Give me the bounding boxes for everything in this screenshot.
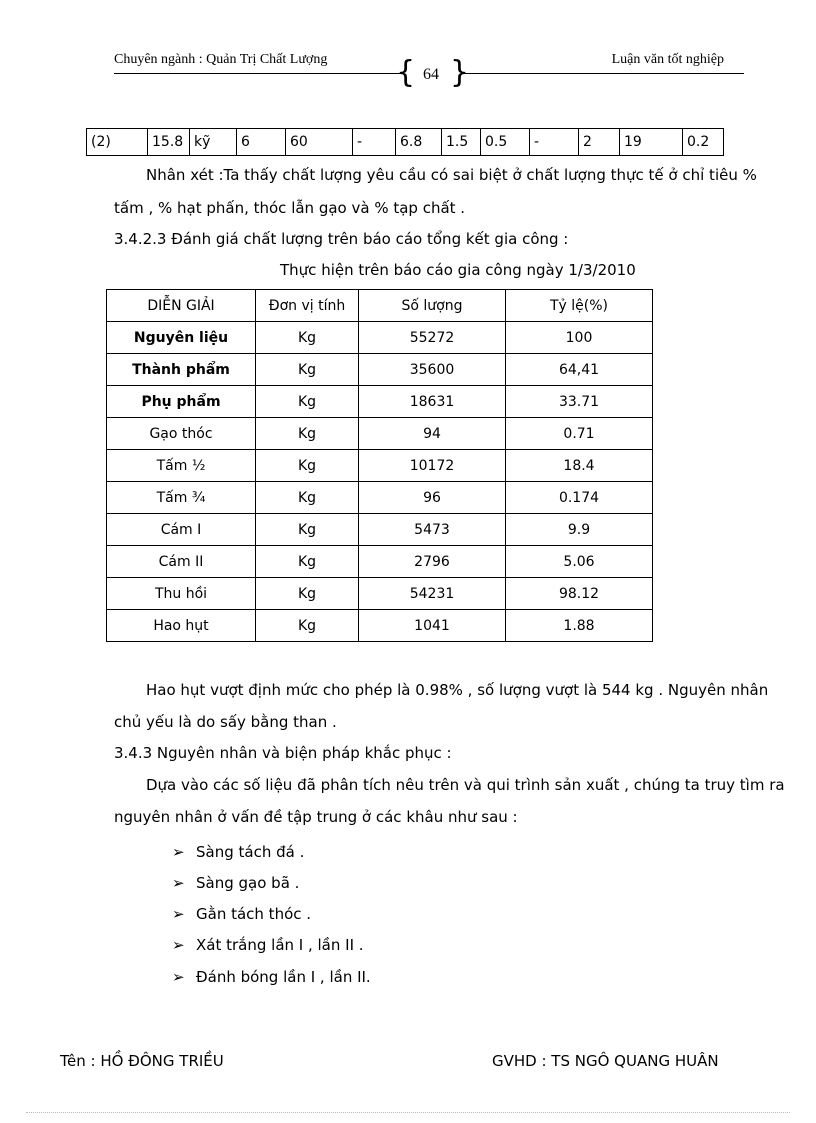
- row-quantity: 2796: [359, 546, 506, 578]
- row-unit: Kg: [256, 354, 359, 386]
- page-number: 64: [423, 66, 439, 83]
- row-unit: Kg: [256, 482, 359, 514]
- table-cell: 0.2: [683, 129, 724, 156]
- row-quantity: 10172: [359, 450, 506, 482]
- table-row: [107, 610, 653, 642]
- table-row: [107, 386, 653, 418]
- arrow-bullet-icon: ➢: [172, 843, 185, 861]
- row-label: Tấm ¾: [107, 482, 256, 514]
- list-item-text: Xát trắng lần I , lần II .: [196, 936, 364, 954]
- row-percent: 98.12: [506, 578, 653, 610]
- column-header: DIỄN GIẢI: [107, 290, 256, 322]
- list-item: [172, 905, 311, 923]
- table-row: [107, 578, 653, 610]
- row-quantity: 18631: [359, 386, 506, 418]
- table-row: [107, 418, 653, 450]
- row-percent: 1.88: [506, 610, 653, 642]
- right-brace-icon: }: [450, 55, 470, 90]
- table-cell: 6.8: [396, 129, 442, 156]
- row-quantity: 35600: [359, 354, 506, 386]
- page-bottom-rule: [26, 1112, 790, 1113]
- arrow-bullet-icon: ➢: [172, 874, 185, 892]
- row-quantity: 5473: [359, 514, 506, 546]
- row-percent: 33.71: [506, 386, 653, 418]
- list-item-text: Đánh bóng lần I , lần II.: [196, 968, 371, 986]
- left-brace-icon: {: [396, 55, 416, 90]
- loss-line-1: Hao hụt vượt định mức cho phép là 0.98% , số lượng vượt là 544 kg . Nguyên nhân: [146, 681, 769, 699]
- column-header: Tỷ lệ(%): [506, 290, 653, 322]
- processing-summary-table: [106, 289, 653, 642]
- table-cell: 6: [237, 129, 286, 156]
- remark-line-1: Nhân xét :Ta thấy chất lượng yêu cầu có sai biệt ở chất lượng thực tế ở chỉ tiêu %: [146, 166, 757, 184]
- arrow-bullet-icon: ➢: [172, 905, 185, 923]
- row-quantity: 1041: [359, 610, 506, 642]
- arrow-bullet-icon: ➢: [172, 936, 185, 954]
- header-rule-right: [462, 73, 744, 74]
- loss-line-2: chủ yếu là do sấy bằng than .: [114, 713, 337, 731]
- row-unit: Kg: [256, 386, 359, 418]
- section-heading-3423: 3.4.2.3 Đánh giá chất lượng trên báo cáo tổng kết gia công :: [114, 230, 569, 248]
- row-label: Thu hồi: [107, 578, 256, 610]
- column-header: Số lượng: [359, 290, 506, 322]
- table-cell: (2): [87, 129, 148, 156]
- list-item: [172, 843, 304, 861]
- cause-line-2: nguyên nhân ở vấn đề tập trung ở các khâu như sau :: [114, 808, 518, 826]
- row-label: Tấm ½: [107, 450, 256, 482]
- row-unit: Kg: [256, 514, 359, 546]
- row-unit: Kg: [256, 610, 359, 642]
- column-header: Đơn vị tính: [256, 290, 359, 322]
- footer-advisor: GVHD : TS NGÔ QUANG HUÂN: [492, 1052, 719, 1070]
- table-cell: kỹ: [190, 129, 237, 156]
- list-item: [172, 874, 299, 892]
- list-item: [172, 936, 364, 954]
- table-cell: -: [530, 129, 579, 156]
- footer-author: Tên : HỒ ĐÔNG TRIỀU: [60, 1052, 224, 1070]
- table-row: [87, 129, 724, 156]
- table-cell: 19: [620, 129, 683, 156]
- table-cell: -: [353, 129, 396, 156]
- table-header-row: [107, 290, 653, 322]
- row-percent: 64,41: [506, 354, 653, 386]
- row-label: Hao hụt: [107, 610, 256, 642]
- row-unit: Kg: [256, 546, 359, 578]
- header-rule-left: [114, 73, 400, 74]
- row-percent: 18.4: [506, 450, 653, 482]
- row-unit: Kg: [256, 578, 359, 610]
- table-cell: 1.5: [442, 129, 481, 156]
- list-item-text: Gằn tách thóc .: [196, 905, 312, 923]
- arrow-bullet-icon: ➢: [172, 968, 185, 986]
- header-title: Luận văn tốt nghiệp: [611, 52, 724, 67]
- row-unit: Kg: [256, 450, 359, 482]
- table-row: [107, 546, 653, 578]
- table-cell: 0.5: [481, 129, 530, 156]
- row-unit: Kg: [256, 322, 359, 354]
- table-cell: 15.8: [148, 129, 190, 156]
- row-quantity: 54231: [359, 578, 506, 610]
- row-percent: 5.06: [506, 546, 653, 578]
- row-quantity: 96: [359, 482, 506, 514]
- row-quantity: 55272: [359, 322, 506, 354]
- row-label: Thành phẩm: [107, 354, 256, 386]
- table-row: [107, 354, 653, 386]
- row-percent: 9.9: [506, 514, 653, 546]
- row-unit: Kg: [256, 418, 359, 450]
- table-row: [107, 514, 653, 546]
- list-item: [172, 968, 371, 986]
- row-label: Cám II: [107, 546, 256, 578]
- table-cell: 60: [286, 129, 353, 156]
- table-row: [107, 322, 653, 354]
- table-row: [107, 450, 653, 482]
- row-percent: 0.71: [506, 418, 653, 450]
- list-item-text: Sàng tách đá .: [196, 843, 305, 861]
- row-percent: 100: [506, 322, 653, 354]
- row-quantity: 94: [359, 418, 506, 450]
- row-label: Cám I: [107, 514, 256, 546]
- row-percent: 0.174: [506, 482, 653, 514]
- cause-line-1: Dựa vào các số liệu đã phân tích nêu trên và qui trình sản xuất , chúng ta truy tìm ra: [146, 776, 785, 794]
- continuation-table: [86, 128, 724, 156]
- row-label: Gạo thóc: [107, 418, 256, 450]
- table-row: [107, 482, 653, 514]
- row-label: Phụ phẩm: [107, 386, 256, 418]
- row-label: Nguyên liệu: [107, 322, 256, 354]
- list-item-text: Sàng gạo bã .: [196, 874, 300, 892]
- table-cell: 2: [579, 129, 620, 156]
- remark-line-2: tấm , % hạt phấn, thóc lẫn gạo và % tạp chất .: [114, 199, 466, 217]
- section-heading-343: 3.4.3 Nguyên nhân và biện pháp khắc phục :: [114, 744, 452, 762]
- table-caption: Thực hiện trên báo cáo gia công ngày 1/3/2010: [280, 261, 636, 279]
- header-subject: Chuyên ngành : Quản Trị Chất Lượng: [114, 52, 328, 67]
